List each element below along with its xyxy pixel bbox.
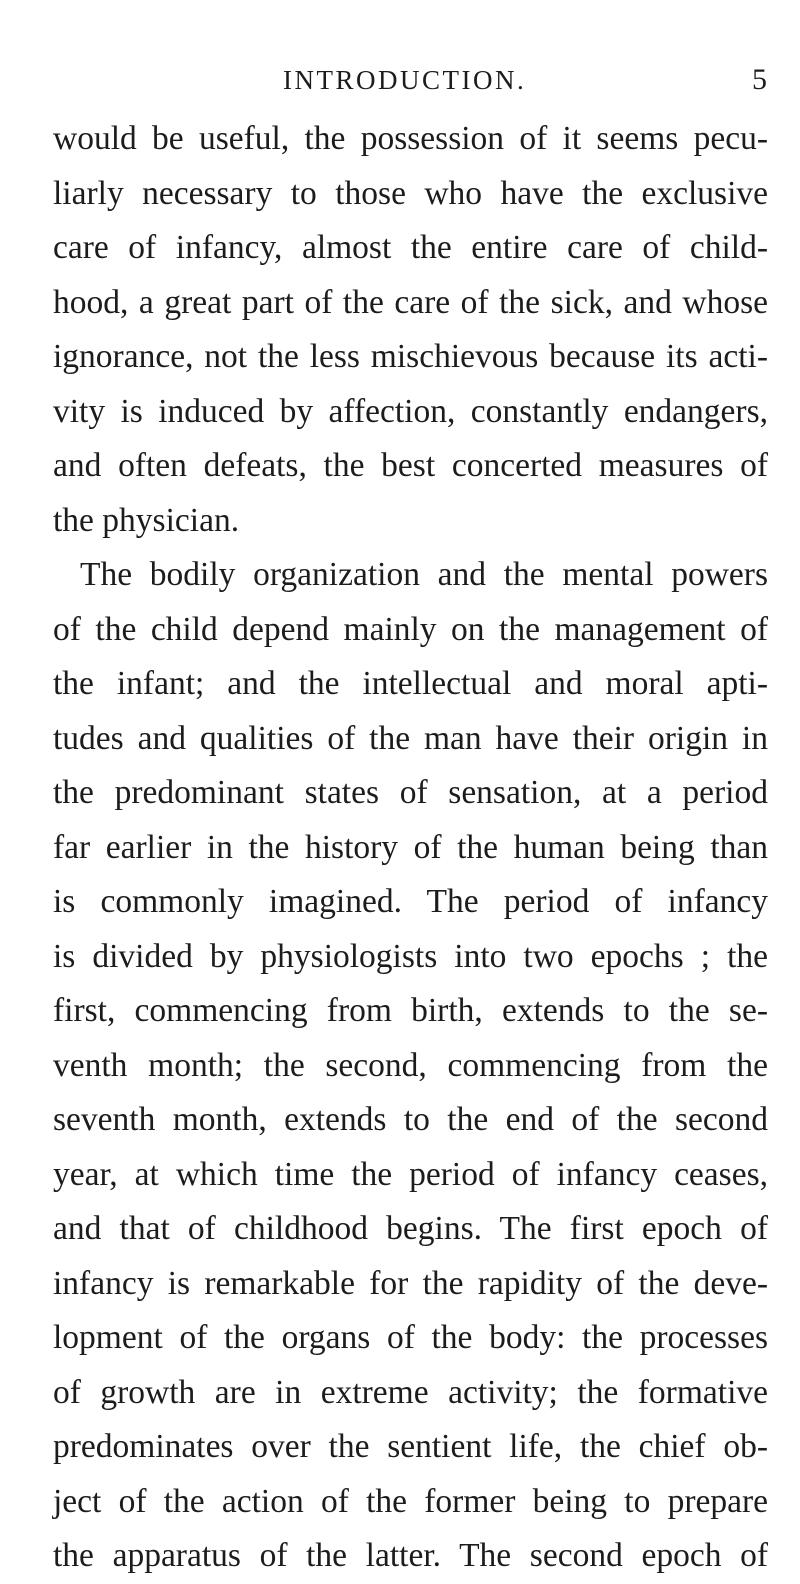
text-line: and that of childhood begins. The first epoch of bbox=[53, 1210, 768, 1247]
text-line: care of infancy, almost the entire care of child- bbox=[53, 229, 768, 266]
text-line: of the child depend mainly on the management of bbox=[53, 610, 768, 648]
text-line: ject of the action of the former being to prepare bbox=[53, 1482, 768, 1520]
text-line: far earlier in the history of the human being than bbox=[53, 828, 768, 866]
text-line: the apparatus of the latter. The second epoch of bbox=[53, 1537, 768, 1574]
text-line: of growth are in extreme activity; the formative bbox=[53, 1373, 768, 1411]
running-title: INTRODUCTION. bbox=[283, 65, 527, 95]
text-line: liarly necessary to those who have the exclusive bbox=[53, 174, 768, 212]
text-line: the predominant states of sensation, at a period bbox=[53, 774, 768, 811]
running-head bbox=[0, 60, 800, 100]
text-line: and often defeats, the best concerted measures of bbox=[53, 447, 768, 484]
text-line: seventh month, extends to the end of the second bbox=[53, 1101, 768, 1138]
text-line: lopment of the organs of the body: the processes bbox=[53, 1319, 768, 1356]
text-line: first, commencing from birth, extends to the se- bbox=[53, 992, 768, 1029]
text-line: is divided by physiologists into two epochs ; the bbox=[53, 937, 768, 975]
text-line: venth month; the second, commencing from the bbox=[53, 1046, 768, 1084]
text-line: infancy is remarkable for the rapidity of the deve- bbox=[53, 1264, 768, 1302]
paragraph-first-line: The bodily organization and the mental powers bbox=[80, 556, 768, 593]
text-line: tudes and qualities of the man have their origin in bbox=[53, 719, 768, 757]
body-text bbox=[53, 112, 768, 1584]
text-line: vity is induced by affection, constantly endangers, bbox=[53, 392, 768, 430]
text-line: hood, a great part of the care of the sick, and whose bbox=[53, 283, 768, 321]
text-line: would be useful, the possession of it seems pecu- bbox=[53, 120, 768, 157]
page-number: 5 bbox=[752, 63, 767, 96]
text-line: predominates over the sentient life, the chief ob- bbox=[53, 1428, 768, 1465]
paragraph-end-line: the physician. bbox=[53, 501, 240, 539]
text-line: is commonly imagined. The period of infancy bbox=[53, 883, 768, 920]
text-line: year, at which time the period of infancy ceases, bbox=[53, 1155, 768, 1193]
text-line: ignorance, not the less mischievous because its acti- bbox=[53, 338, 768, 375]
text-line: the infant; and the intellectual and moral apti- bbox=[53, 665, 768, 702]
